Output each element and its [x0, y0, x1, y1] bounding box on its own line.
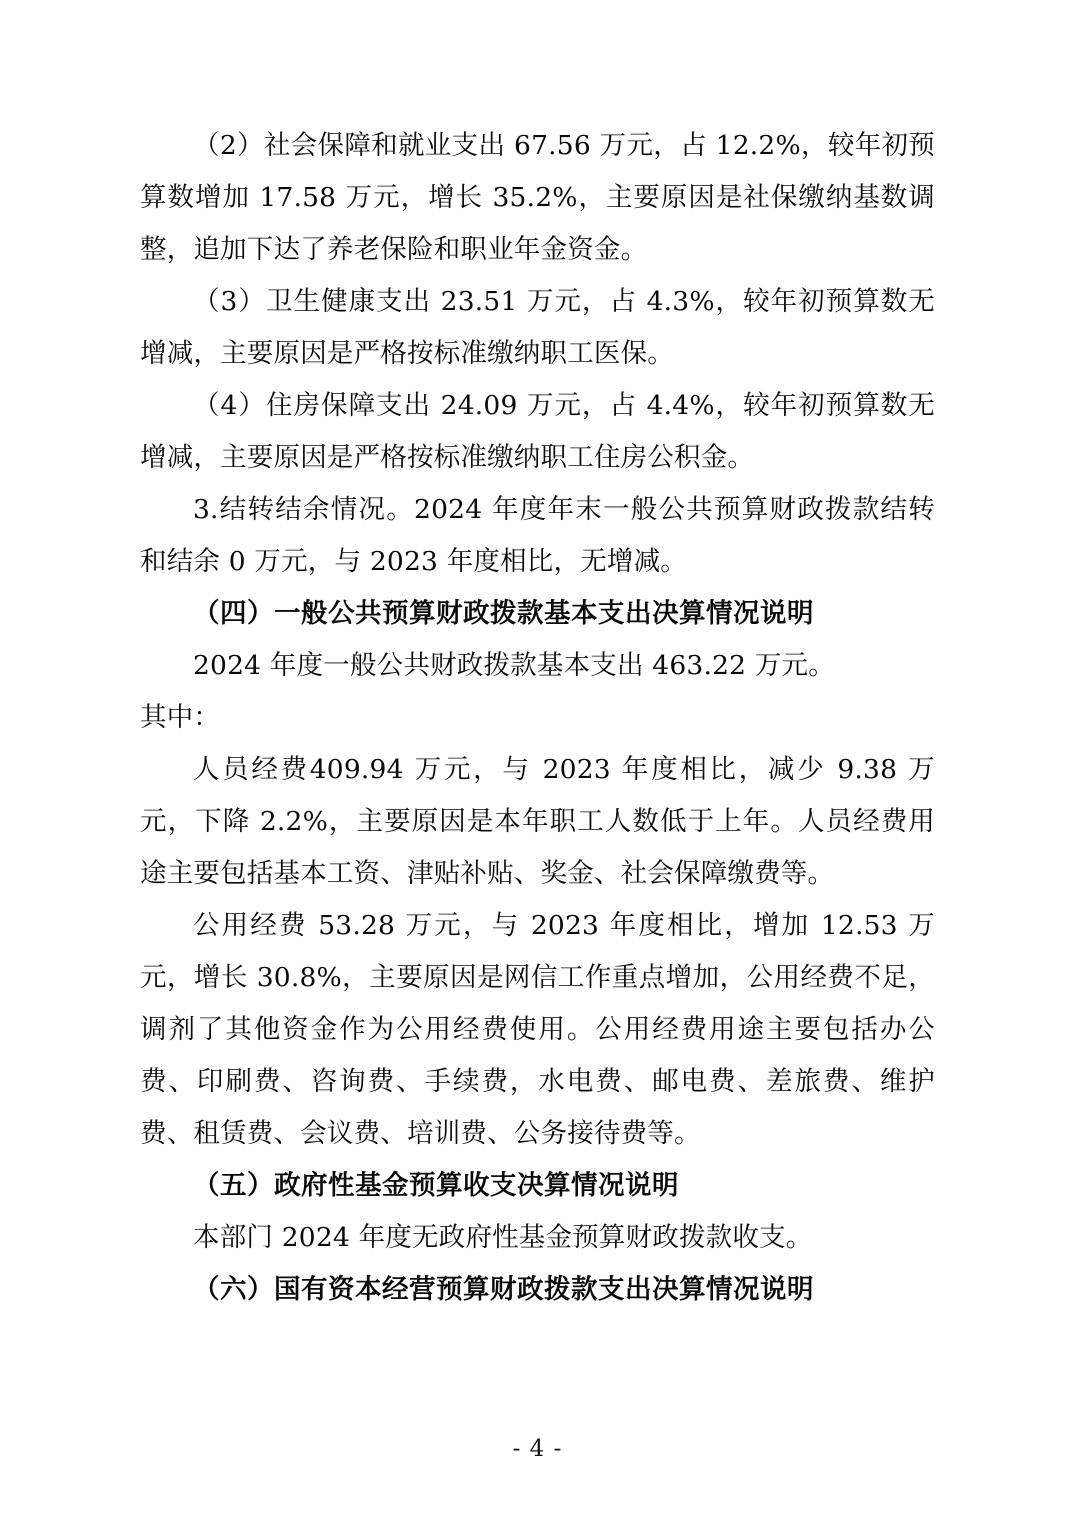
- heading-section-five: （五）政府性基金预算收支决算情况说明: [193, 1170, 679, 1201]
- paragraph-basic-expenditure: 2024 年度一般公共财政拨款基本支出 463.22 万元。: [193, 650, 835, 681]
- paragraph-among-which: 其中：: [140, 702, 221, 733]
- document-body: [140, 120, 935, 1316]
- paragraph-public-expense: 公用经费 53.28 万元，与 2023 年度相比，增加 12.53 万元，增长 30.8%，主要原因是网信工作重点增加，公用经费不足，调剂了其他资金作为公用经费使用。公用经费用途主要包括办公费、印刷费、咨询费、手续费，水电费、邮电费、差旅费、维护费、租赁费、会议费、培训费、公务接待费等。: [140, 910, 935, 1149]
- heading-section-four: （四）一般公共预算财政拨款基本支出决算情况说明: [193, 598, 814, 629]
- paragraph-personnel-expense: 人员经费409.94 万元，与 2023 年度相比，减少 9.38 万元，下降 2.2%，主要原因是本年职工人数低于上年。人员经费用途主要包括基本工资、津贴补贴、奖金、社会保障缴费等。: [140, 754, 935, 889]
- page-number: - 4 -: [512, 1436, 563, 1462]
- paragraph-carryover: 3.结转结余情况。2024 年度年末一般公共预算财政拨款结转和结余 0 万元，与 2023 年度相比，无增减。: [140, 494, 935, 577]
- paragraph-social-security: （2）社会保障和就业支出 67.56 万元，占 12.2%，较年初预算数增加 17.58 万元，增长 35.2%，主要原因是社保缴纳基数调整，追加下达了养老保险和职业年金资金。: [140, 130, 935, 265]
- paragraph-housing: （4）住房保障支出 24.09 万元，占 4.4%，较年初预算数无增减，主要原因是严格按标准缴纳职工住房公积金。: [140, 390, 935, 473]
- paragraph-health: （3）卫生健康支出 23.51 万元，占 4.3%，较年初预算数无增减，主要原因是严格按标准缴纳职工医保。: [140, 286, 935, 369]
- heading-section-six: （六）国有资本经营预算财政拨款支出决算情况说明: [193, 1274, 814, 1305]
- paragraph-government-fund: 本部门 2024 年度无政府性基金预算财政拨款收支。: [193, 1222, 813, 1253]
